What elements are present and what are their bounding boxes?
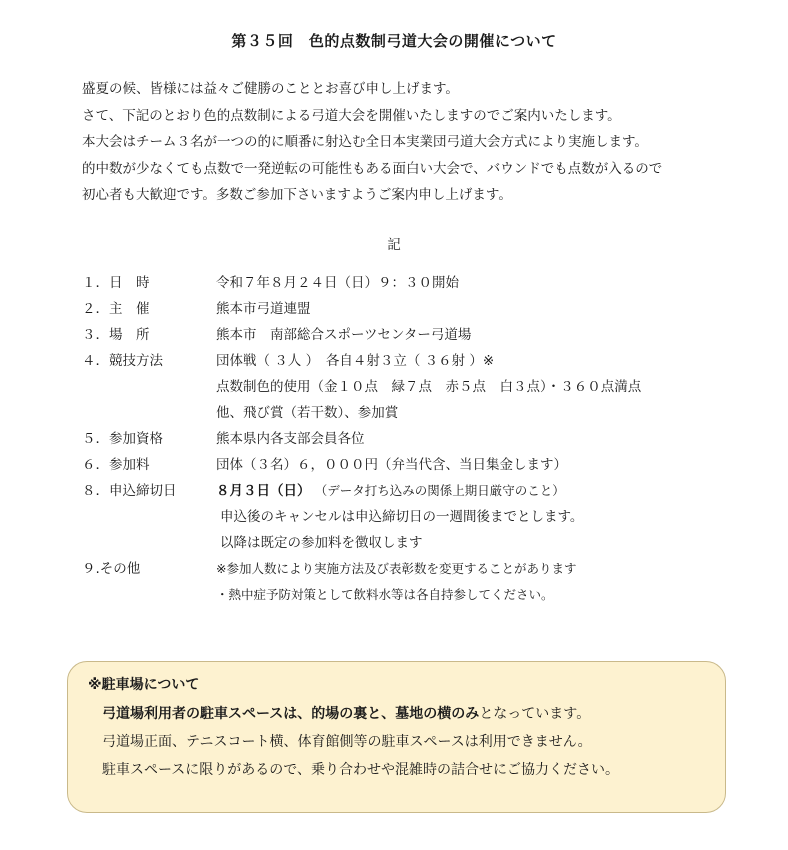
other-line-1: ※参加人数により実施方法及び表彰数を変更することがあります bbox=[216, 561, 577, 576]
deadline-line-2: 申込後のキャンセルは申込締切日の一週間後までとします。 bbox=[220, 509, 584, 525]
deadline-date: ８月３日（日） bbox=[216, 483, 311, 499]
ki-heading: 記 bbox=[387, 237, 401, 253]
item-label: ８．申込締切日 bbox=[82, 483, 177, 499]
item-label: ３．場 所 bbox=[82, 327, 150, 343]
parking-bold-text: 弓道場利用者の駐車スペースは、的場の裏と、墓地の横のみ bbox=[102, 706, 480, 722]
item-label: ５．参加資格 bbox=[82, 431, 163, 447]
item-value bbox=[216, 478, 762, 556]
method-line-1: 団体戦（ ３人 ） 各自４射３立（ ３６射 ）※ bbox=[216, 353, 495, 369]
item-value: 団体（３名）６，０００円（弁当代含、当日集金します） bbox=[216, 457, 567, 473]
item-value: 令和７年８月２４日（日）９：３０開始 bbox=[216, 275, 459, 291]
item-other bbox=[82, 556, 762, 608]
item-deadline bbox=[82, 478, 762, 556]
parking-heading: ※駐車場について bbox=[88, 677, 200, 693]
parking-notice-box bbox=[67, 661, 726, 813]
item-venue bbox=[82, 322, 762, 348]
event-details-list bbox=[82, 270, 762, 608]
intro-line: 初心者も大歓迎です。多数ご参加下さいますようご案内申し上げます。 bbox=[82, 187, 512, 203]
item-value bbox=[216, 348, 762, 426]
other-line-2: ・熱中症予防対策として飲料水等は各自持参してください。 bbox=[216, 587, 554, 602]
item-value: 熊本県内各支部会員各位 bbox=[216, 431, 365, 447]
item-eligibility bbox=[82, 426, 762, 452]
item-label: ２．主 催 bbox=[82, 301, 150, 317]
item-label: ６．参加料 bbox=[82, 457, 150, 473]
method-line-2: 点数制色的使用（金１０点 緑７点 赤５点 白３点）・３６０点満点 bbox=[216, 379, 642, 395]
intro-line: 本大会はチーム３名が一つの的に順番に射込む全日本実業団弓道大会方式により実施します。 bbox=[82, 134, 648, 150]
method-line-3: 他、飛び賞（若干数）、参加賞 bbox=[216, 405, 399, 421]
parking-bold-suffix: となっています。 bbox=[479, 706, 591, 722]
item-label: １．日 時 bbox=[82, 275, 150, 291]
item-host bbox=[82, 296, 762, 322]
parking-line-3: 駐車スペースに限りがあるので、乗り合わせや混雑時の詰合せにご協力ください。 bbox=[102, 762, 620, 778]
intro-line: 的中数が少なくても点数で一発逆転の可能性もある面白い大会で、バウンドでも点数が入るので bbox=[82, 160, 663, 177]
parking-line-2: 弓道場正面、テニスコート横、体育館側等の駐車スペースは利用できません。 bbox=[102, 734, 592, 750]
intro-paragraph bbox=[82, 76, 762, 209]
deadline-line-3: 以降は既定の参加料を徴収します bbox=[220, 535, 423, 551]
document-title: 第３５回 色的点数制弓道大会の開催について bbox=[231, 32, 557, 50]
item-method bbox=[82, 348, 762, 426]
item-date bbox=[82, 270, 762, 296]
item-value bbox=[216, 556, 762, 608]
deadline-note: （データ打ち込みの関係上期日厳守のこと） bbox=[314, 483, 565, 498]
intro-line: 盛夏の候、皆様には益々ご健勝のこととお喜び申し上げます。 bbox=[82, 81, 459, 97]
item-value: 熊本市 南部総合スポーツセンター弓道場 bbox=[216, 327, 472, 343]
item-label: ４．競技方法 bbox=[82, 353, 163, 369]
item-fee bbox=[82, 452, 762, 478]
item-label: ９.その他 bbox=[82, 561, 141, 577]
intro-line: さて、下記のとおり色的点数制による弓道大会を開催いたしますのでご案内いたします。 bbox=[82, 107, 621, 124]
parking-line-1 bbox=[88, 700, 705, 728]
item-value: 熊本市弓道連盟 bbox=[216, 301, 311, 317]
